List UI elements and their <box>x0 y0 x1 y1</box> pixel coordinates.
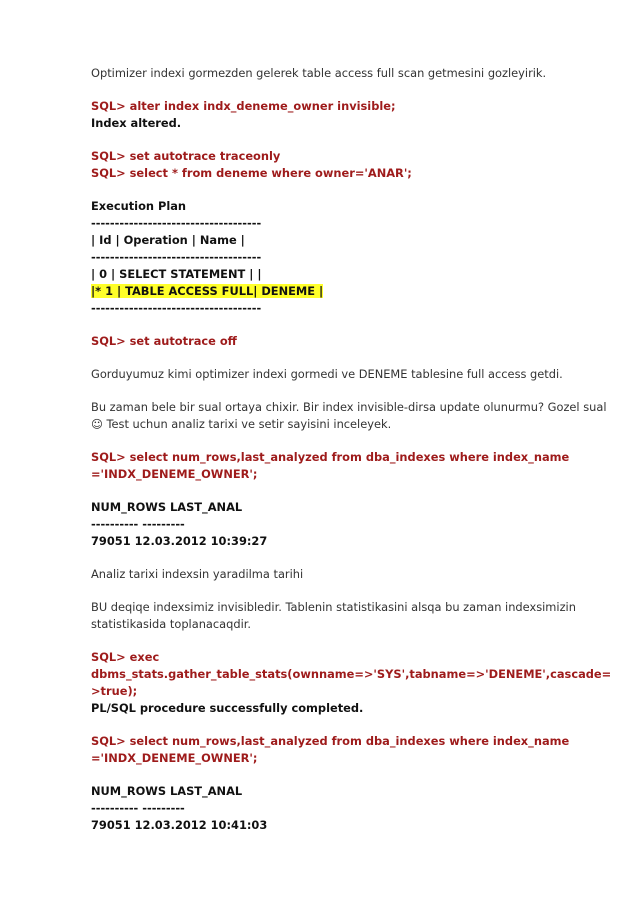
question-line-2-text: Test uchun analiz tarixi ve setir sayisini inceleyek. <box>102 417 392 431</box>
sql-exec-line-3: >true); <box>91 684 138 698</box>
plan-row-select-statement: | 0 | SELECT STATEMENT | | <box>91 267 262 281</box>
sql-query-2-line-1: SQL> select num_rows,last_analyzed from dba_indexes where index_name <box>91 734 570 748</box>
analyze-note: Analiz tarixi indexsin yaradilma tarihi <box>91 567 304 581</box>
spacer <box>91 583 611 599</box>
plan-header: | Id | Operation | Name | <box>91 233 245 247</box>
highlighted-plan-row: |* 1 | TABLE ACCESS FULL| DENEME | <box>91 284 324 298</box>
stats-note-line-2: statistikasida toplanacaqdir. <box>91 617 252 631</box>
spacer <box>91 383 611 399</box>
plan-row-table-access-full <box>91 283 611 300</box>
result-2-separator: ---------- --------- <box>91 801 185 815</box>
spacer <box>91 633 611 649</box>
spacer <box>91 350 611 366</box>
spacer <box>91 82 611 98</box>
result-2-header: NUM_ROWS LAST_ANAL <box>91 784 243 798</box>
sql-query-1-line-2: ='INDX_DENEME_OWNER'; <box>91 467 258 481</box>
sql-autotrace-traceonly: SQL> set autotrace traceonly <box>91 149 281 163</box>
plan-separator: ------------------------------------ <box>91 250 262 264</box>
plan-separator: ------------------------------------ <box>91 216 262 230</box>
observation-text: Gorduyumuz kimi optimizer indexi gormedi ve DENEME tablesine full access getdi. <box>91 367 563 381</box>
question-line-2 <box>91 416 611 433</box>
result-1-row: 79051 12.03.2012 10:39:27 <box>91 534 268 548</box>
spacer <box>91 182 611 198</box>
stats-note-line-1: BU deqiqe indexsimiz invisibledir. Tablenin statistikasini alsqa bu zaman indexsimizin <box>91 600 576 614</box>
spacer <box>91 132 611 148</box>
sql-exec-line-2: dbms_stats.gather_table_stats(ownname=>'SYS',tabname=>'DENEME',cascade= <box>91 667 612 681</box>
smiley-icon: ☺ <box>91 417 103 431</box>
document-page <box>91 65 611 834</box>
sql-autotrace-off: SQL> set autotrace off <box>91 334 237 348</box>
result-2-row: 79051 12.03.2012 10:41:03 <box>91 818 268 832</box>
output-plsql-completed: PL/SQL procedure successfully completed. <box>91 701 364 715</box>
question-line-1: Bu zaman bele bir sual ortaya chixir. Bir index invisible-dirsa update olunurmu? Gozel sual <box>91 400 607 414</box>
sql-alter-index: SQL> alter index indx_deneme_owner invisible; <box>91 99 396 113</box>
spacer <box>91 717 611 733</box>
result-1-separator: ---------- --------- <box>91 517 185 531</box>
sql-select-deneme: SQL> select * from deneme where owner='ANAR'; <box>91 166 412 180</box>
spacer <box>91 433 611 449</box>
sql-exec-line-1: SQL> exec <box>91 650 160 664</box>
sql-query-2-line-2: ='INDX_DENEME_OWNER'; <box>91 751 258 765</box>
result-1-header: NUM_ROWS LAST_ANAL <box>91 500 243 514</box>
spacer <box>91 550 611 566</box>
plan-separator: ------------------------------------ <box>91 301 262 315</box>
execution-plan-title: Execution Plan <box>91 199 187 213</box>
spacer <box>91 483 611 499</box>
spacer <box>91 317 611 333</box>
output-index-altered: Index altered. <box>91 116 182 130</box>
spacer <box>91 767 611 783</box>
intro-text: Optimizer indexi gormezden gelerek table access full scan getmesini gozleyirik. <box>91 66 547 80</box>
sql-query-1-line-1: SQL> select num_rows,last_analyzed from dba_indexes where index_name <box>91 450 570 464</box>
